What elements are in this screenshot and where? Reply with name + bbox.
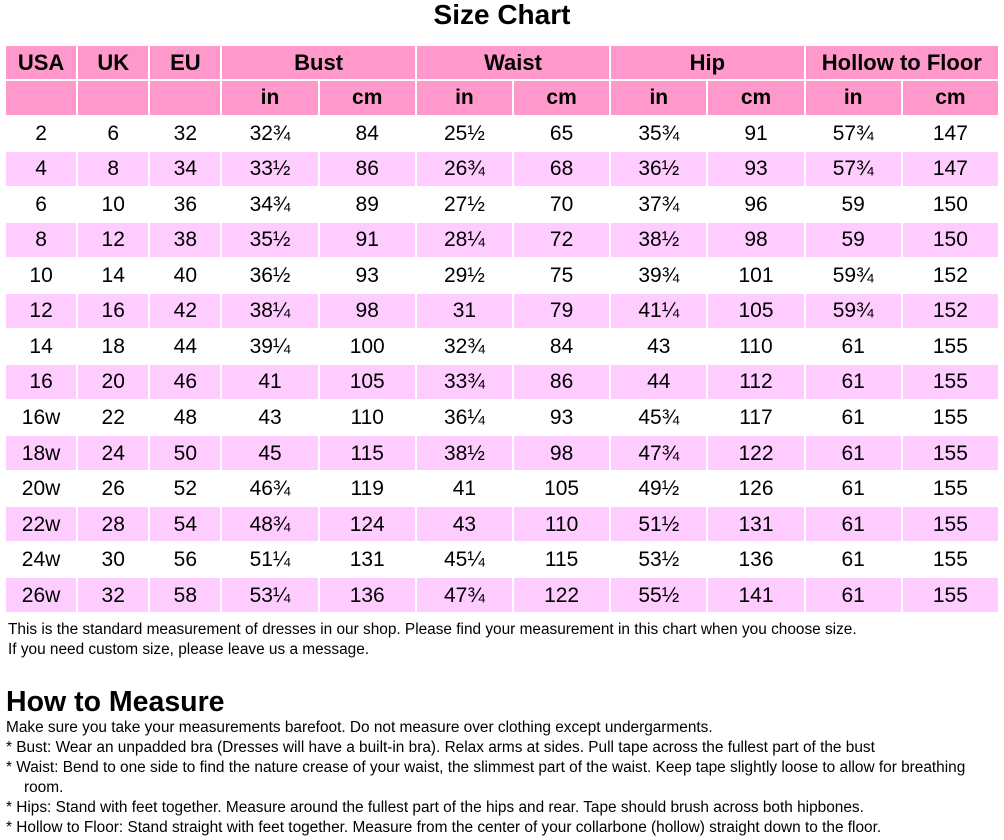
cell-hip-cm: 93	[708, 152, 803, 186]
cell-waist-cm: 65	[514, 117, 609, 151]
cell-bust-cm: 131	[320, 543, 415, 577]
cell-hollow-cm: 155	[903, 507, 998, 541]
cell-hollow-in: 59¾	[806, 294, 901, 328]
cell-eu: 42	[150, 294, 220, 328]
how-to-measure-section	[6, 718, 996, 838]
cell-bust-cm: 98	[320, 294, 415, 328]
table-row	[6, 223, 998, 257]
header-hollow-to-floor: Hollow to Floor	[806, 46, 998, 79]
cell-hip-in: 47¾	[611, 436, 706, 470]
cell-uk: 22	[78, 401, 148, 435]
cell-waist-cm: 86	[514, 365, 609, 399]
measure-waist-instruction: * Waist: Bend to one side to find the nature crease of your waist, the slimmest part of the waist. Keep tape slightly loose to allow for breathing room.	[6, 759, 966, 796]
unit-hip-in: in	[611, 81, 706, 115]
cell-uk: 30	[78, 543, 148, 577]
note-line: This is the standard measurement of dresses in our shop. Please find your measurement in this chart when you choose size.	[8, 621, 857, 638]
cell-bust-in: 46¾	[222, 472, 317, 506]
cell-usa: 16	[6, 365, 76, 399]
cell-eu: 48	[150, 401, 220, 435]
header-eu: EU	[150, 46, 220, 79]
header-uk: UK	[78, 46, 148, 79]
unit-waist-in: in	[417, 81, 512, 115]
cell-usa: 26w	[6, 578, 76, 612]
cell-uk: 20	[78, 365, 148, 399]
table-row	[6, 330, 998, 364]
cell-hip-in: 36½	[611, 152, 706, 186]
cell-bust-cm: 136	[320, 578, 415, 612]
cell-waist-in: 25½	[417, 117, 512, 151]
cell-hip-cm: 112	[708, 365, 803, 399]
header-bust: Bust	[222, 46, 414, 79]
note-line: If you need custom size, please leave us a message.	[8, 641, 370, 658]
cell-bust-in: 35½	[222, 223, 317, 257]
subheader-empty	[6, 81, 76, 115]
cell-waist-cm: 68	[514, 152, 609, 186]
table-row	[6, 472, 998, 506]
cell-hip-in: 53½	[611, 543, 706, 577]
cell-bust-in: 34¾	[222, 188, 317, 222]
cell-bust-in: 51¼	[222, 543, 317, 577]
cell-hip-in: 39¾	[611, 259, 706, 293]
cell-bust-in: 33½	[222, 152, 317, 186]
cell-waist-cm: 75	[514, 259, 609, 293]
cell-waist-cm: 84	[514, 330, 609, 364]
header-hip: Hip	[611, 46, 803, 79]
unit-hollow-in: in	[806, 81, 901, 115]
table-row	[6, 578, 998, 612]
cell-uk: 16	[78, 294, 148, 328]
header-waist: Waist	[417, 46, 609, 79]
cell-hollow-cm: 150	[903, 223, 998, 257]
cell-hip-cm: 91	[708, 117, 803, 151]
cell-bust-in: 41	[222, 365, 317, 399]
cell-bust-in: 32¾	[222, 117, 317, 151]
cell-waist-in: 41	[417, 472, 512, 506]
cell-hip-in: 37¾	[611, 188, 706, 222]
cell-waist-cm: 105	[514, 472, 609, 506]
cell-bust-cm: 115	[320, 436, 415, 470]
cell-eu: 50	[150, 436, 220, 470]
cell-hip-in: 43	[611, 330, 706, 364]
cell-hollow-in: 57¾	[806, 152, 901, 186]
cell-waist-cm: 93	[514, 401, 609, 435]
cell-hip-cm: 98	[708, 223, 803, 257]
cell-uk: 8	[78, 152, 148, 186]
table-row	[6, 294, 998, 328]
cell-hip-cm: 110	[708, 330, 803, 364]
table-row	[6, 436, 998, 470]
cell-usa: 20w	[6, 472, 76, 506]
cell-uk: 6	[78, 117, 148, 151]
cell-hip-cm: 105	[708, 294, 803, 328]
cell-hollow-in: 57¾	[806, 117, 901, 151]
page-title: Size Chart	[433, 0, 571, 30]
cell-eu: 40	[150, 259, 220, 293]
cell-hollow-cm: 152	[903, 294, 998, 328]
cell-hollow-cm: 150	[903, 188, 998, 222]
cell-eu: 54	[150, 507, 220, 541]
cell-waist-in: 27½	[417, 188, 512, 222]
cell-bust-cm: 100	[320, 330, 415, 364]
table-row	[6, 365, 998, 399]
cell-waist-in: 26¾	[417, 152, 512, 186]
cell-hollow-cm: 155	[903, 472, 998, 506]
cell-waist-in: 28¼	[417, 223, 512, 257]
cell-hollow-in: 61	[806, 401, 901, 435]
cell-waist-cm: 70	[514, 188, 609, 222]
cell-waist-cm: 79	[514, 294, 609, 328]
cell-hollow-cm: 155	[903, 543, 998, 577]
measure-hips-instruction: * Hips: Stand with feet together. Measure around the fullest part of the hips and rear. Tape should brush across both hipbones.	[6, 799, 864, 816]
cell-hip-in: 35¾	[611, 117, 706, 151]
cell-hip-in: 55½	[611, 578, 706, 612]
size-chart-table	[4, 44, 1000, 614]
cell-waist-in: 38½	[417, 436, 512, 470]
cell-hip-cm: 126	[708, 472, 803, 506]
cell-usa: 10	[6, 259, 76, 293]
cell-hip-cm: 117	[708, 401, 803, 435]
cell-usa: 16w	[6, 401, 76, 435]
unit-hollow-cm: cm	[903, 81, 998, 115]
cell-waist-in: 33¾	[417, 365, 512, 399]
table-row	[6, 259, 998, 293]
table-row	[6, 117, 998, 151]
cell-uk: 32	[78, 578, 148, 612]
cell-hip-cm: 141	[708, 578, 803, 612]
table-row	[6, 543, 998, 577]
measure-bust-instruction: * Bust: Wear an unpadded bra (Dresses will have a built-in bra). Relax arms at sides. Pull tape across the fullest part of the bust	[6, 739, 875, 756]
how-to-measure-heading: How to Measure	[6, 686, 225, 718]
cell-bust-in: 48¾	[222, 507, 317, 541]
cell-usa: 4	[6, 152, 76, 186]
cell-eu: 46	[150, 365, 220, 399]
cell-waist-in: 36¼	[417, 401, 512, 435]
cell-bust-in: 38¼	[222, 294, 317, 328]
cell-bust-cm: 124	[320, 507, 415, 541]
cell-hollow-cm: 152	[903, 259, 998, 293]
cell-hollow-in: 59¾	[806, 259, 901, 293]
cell-hip-in: 45¾	[611, 401, 706, 435]
cell-usa: 6	[6, 188, 76, 222]
cell-bust-in: 39¼	[222, 330, 317, 364]
cell-waist-in: 29½	[417, 259, 512, 293]
cell-hip-in: 49½	[611, 472, 706, 506]
cell-eu: 38	[150, 223, 220, 257]
how-to-measure-intro: Make sure you take your measurements barefoot. Do not measure over clothing except undergarments.	[6, 719, 713, 736]
cell-hollow-in: 61	[806, 472, 901, 506]
cell-bust-cm: 105	[320, 365, 415, 399]
cell-uk: 24	[78, 436, 148, 470]
cell-waist-cm: 98	[514, 436, 609, 470]
cell-bust-cm: 86	[320, 152, 415, 186]
measure-hollow-to-floor-instruction: * Hollow to Floor: Stand straight with feet together. Measure from the center of your collarbone (hollow) straight down to the floor.	[6, 819, 882, 836]
cell-hollow-cm: 147	[903, 152, 998, 186]
cell-eu: 32	[150, 117, 220, 151]
cell-hollow-cm: 155	[903, 365, 998, 399]
cell-hollow-in: 59	[806, 223, 901, 257]
cell-uk: 28	[78, 507, 148, 541]
cell-uk: 18	[78, 330, 148, 364]
cell-eu: 52	[150, 472, 220, 506]
cell-bust-in: 53¼	[222, 578, 317, 612]
cell-hip-cm: 96	[708, 188, 803, 222]
cell-hollow-cm: 155	[903, 401, 998, 435]
cell-hip-in: 44	[611, 365, 706, 399]
cell-waist-in: 45¼	[417, 543, 512, 577]
header-usa: USA	[6, 46, 76, 79]
cell-hip-cm: 122	[708, 436, 803, 470]
subheader-empty	[78, 81, 148, 115]
cell-eu: 34	[150, 152, 220, 186]
cell-hip-cm: 136	[708, 543, 803, 577]
subheader-empty	[150, 81, 220, 115]
cell-waist-cm: 115	[514, 543, 609, 577]
cell-hollow-cm: 155	[903, 330, 998, 364]
chart-note	[8, 620, 998, 660]
cell-eu: 56	[150, 543, 220, 577]
unit-waist-cm: cm	[514, 81, 609, 115]
cell-waist-cm: 122	[514, 578, 609, 612]
cell-usa: 14	[6, 330, 76, 364]
cell-bust-in: 45	[222, 436, 317, 470]
cell-waist-in: 31	[417, 294, 512, 328]
cell-uk: 26	[78, 472, 148, 506]
cell-bust-cm: 84	[320, 117, 415, 151]
cell-hip-cm: 131	[708, 507, 803, 541]
cell-uk: 12	[78, 223, 148, 257]
cell-waist-in: 43	[417, 507, 512, 541]
cell-hollow-in: 61	[806, 507, 901, 541]
cell-usa: 12	[6, 294, 76, 328]
cell-usa: 22w	[6, 507, 76, 541]
cell-bust-in: 36½	[222, 259, 317, 293]
cell-waist-in: 47¾	[417, 578, 512, 612]
cell-hollow-in: 61	[806, 330, 901, 364]
cell-waist-cm: 110	[514, 507, 609, 541]
cell-hollow-in: 61	[806, 578, 901, 612]
table-row	[6, 507, 998, 541]
table-row	[6, 188, 998, 222]
cell-usa: 2	[6, 117, 76, 151]
cell-hollow-cm: 155	[903, 436, 998, 470]
cell-hollow-in: 59	[806, 188, 901, 222]
table-row	[6, 152, 998, 186]
cell-waist-in: 32¾	[417, 330, 512, 364]
cell-hollow-cm: 147	[903, 117, 998, 151]
cell-hip-cm: 101	[708, 259, 803, 293]
cell-usa: 24w	[6, 543, 76, 577]
cell-hip-in: 51½	[611, 507, 706, 541]
cell-eu: 58	[150, 578, 220, 612]
unit-hip-cm: cm	[708, 81, 803, 115]
cell-uk: 10	[78, 188, 148, 222]
cell-eu: 36	[150, 188, 220, 222]
cell-hollow-in: 61	[806, 543, 901, 577]
size-rows	[6, 117, 998, 613]
table-row	[6, 401, 998, 435]
cell-bust-cm: 110	[320, 401, 415, 435]
cell-hip-in: 41¼	[611, 294, 706, 328]
cell-usa: 18w	[6, 436, 76, 470]
unit-bust-in: in	[222, 81, 317, 115]
cell-bust-cm: 89	[320, 188, 415, 222]
cell-bust-cm: 119	[320, 472, 415, 506]
unit-bust-cm: cm	[320, 81, 415, 115]
cell-hip-in: 38½	[611, 223, 706, 257]
cell-usa: 8	[6, 223, 76, 257]
cell-eu: 44	[150, 330, 220, 364]
cell-uk: 14	[78, 259, 148, 293]
cell-bust-cm: 93	[320, 259, 415, 293]
cell-hollow-cm: 155	[903, 578, 998, 612]
cell-hollow-in: 61	[806, 436, 901, 470]
cell-waist-cm: 72	[514, 223, 609, 257]
cell-bust-cm: 91	[320, 223, 415, 257]
cell-bust-in: 43	[222, 401, 317, 435]
cell-hollow-in: 61	[806, 365, 901, 399]
